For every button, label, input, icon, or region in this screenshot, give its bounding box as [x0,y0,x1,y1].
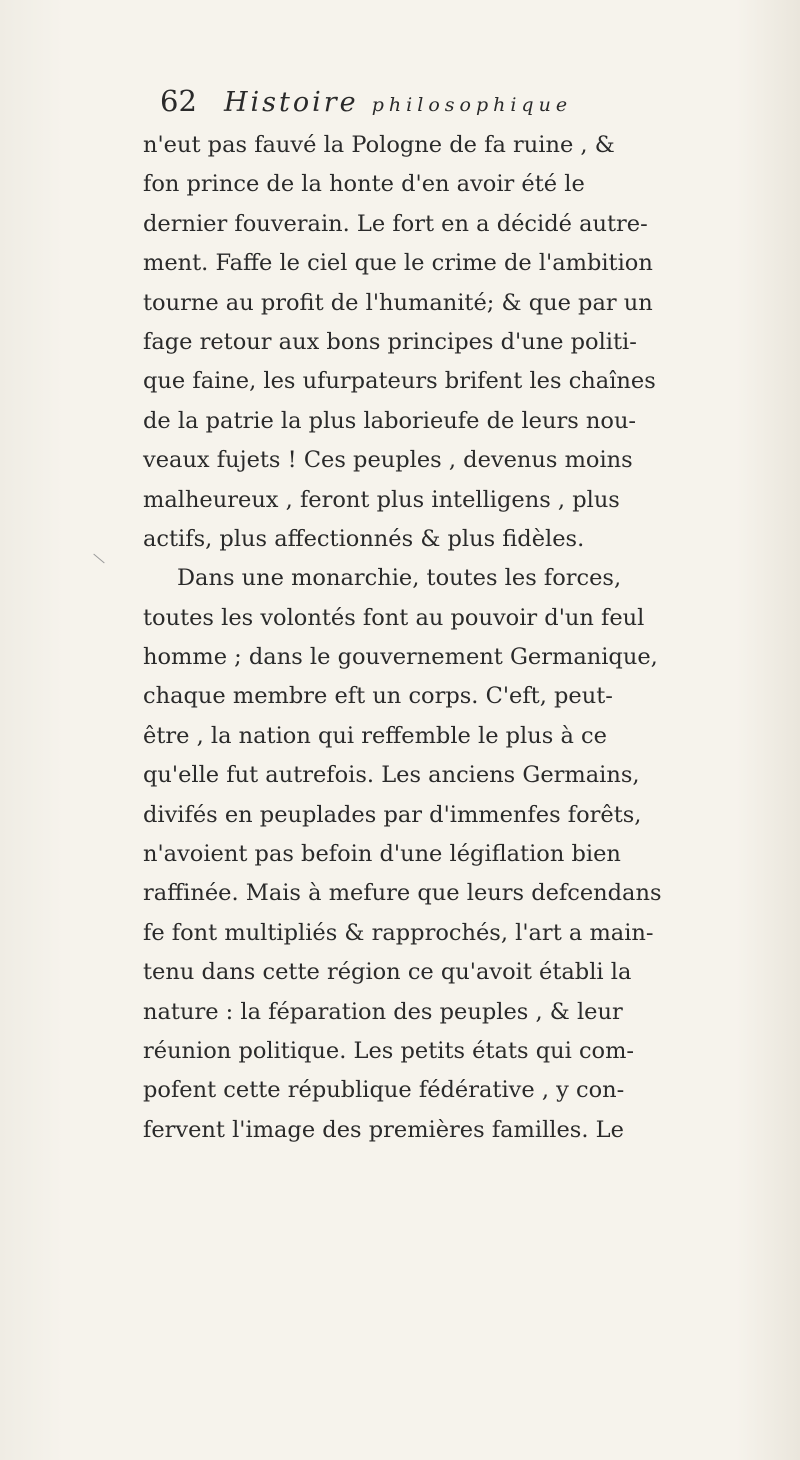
text-line: que faine, les ufurpateurs brifent les chaînes [143,368,656,395]
text-line: être , la nation qui reffemble le plus à ce [143,722,607,749]
text-line: toutes les volontés font au pouvoir d'un feul [143,604,645,631]
text-line: fervent l'image des premières familles. Le [143,1116,624,1143]
text-line: nature : la féparation des peuples , & leur [143,998,623,1025]
text-line: veaux fujets ! Ces peuples , devenus moins [143,447,633,474]
text-line: qu'elle fut autrefois. Les anciens Germains, [143,762,640,789]
margin-mark [93,554,104,564]
text-line: fon prince de la honte d'en avoir été le [143,171,585,198]
page-number: 62 [160,84,197,118]
body-text [143,126,783,1150]
text-line: divifés en peuplades par d'immenfes forêts, [143,801,642,828]
text-line: de la patrie la plus laborieufe de leurs nou- [143,407,637,434]
text-line: n'avoient pas befoin d'une légiflation bien [143,841,621,868]
text-line: raffinée. Mais à mefure que leurs defcendans [143,880,662,907]
text-line: ment. Faffe le ciel que le crime de l'ambition [143,250,653,277]
text-line: tourne au profit de l'humanité; & que par un [143,289,653,316]
text-line: malheureux , feront plus intelligens , plus [143,486,620,513]
running-head-title: Histoire [224,87,359,118]
text-line: fe font multipliés & rapprochés, l'art a main- [143,919,654,946]
text-line: réunion politique. Les petits états qui com- [143,1037,635,1064]
text-line: dernier fouverain. Le fort en a décidé autre- [143,210,648,237]
text-line: n'eut pas fauvé la Pologne de fa ruine , & [143,132,615,158]
running-head-subtitle: philosophique [371,94,573,116]
text-line: fage retour aux bons principes d'une politi- [143,328,637,355]
text-line: homme ; dans le gouvernement Germanique, [143,644,658,671]
text-line: actifs, plus affectionnés & plus fidèles. [143,525,585,552]
text-line: chaque membre eft un corps. C'eft, peut- [143,683,613,710]
running-head [160,84,760,124]
text-line: tenu dans cette région ce qu'avoit établi la [143,959,632,986]
paragraph-start-line: Dans une monarchie, toutes les forces, [177,565,622,592]
text-line: pofent cette république fédérative , y con- [143,1077,625,1104]
